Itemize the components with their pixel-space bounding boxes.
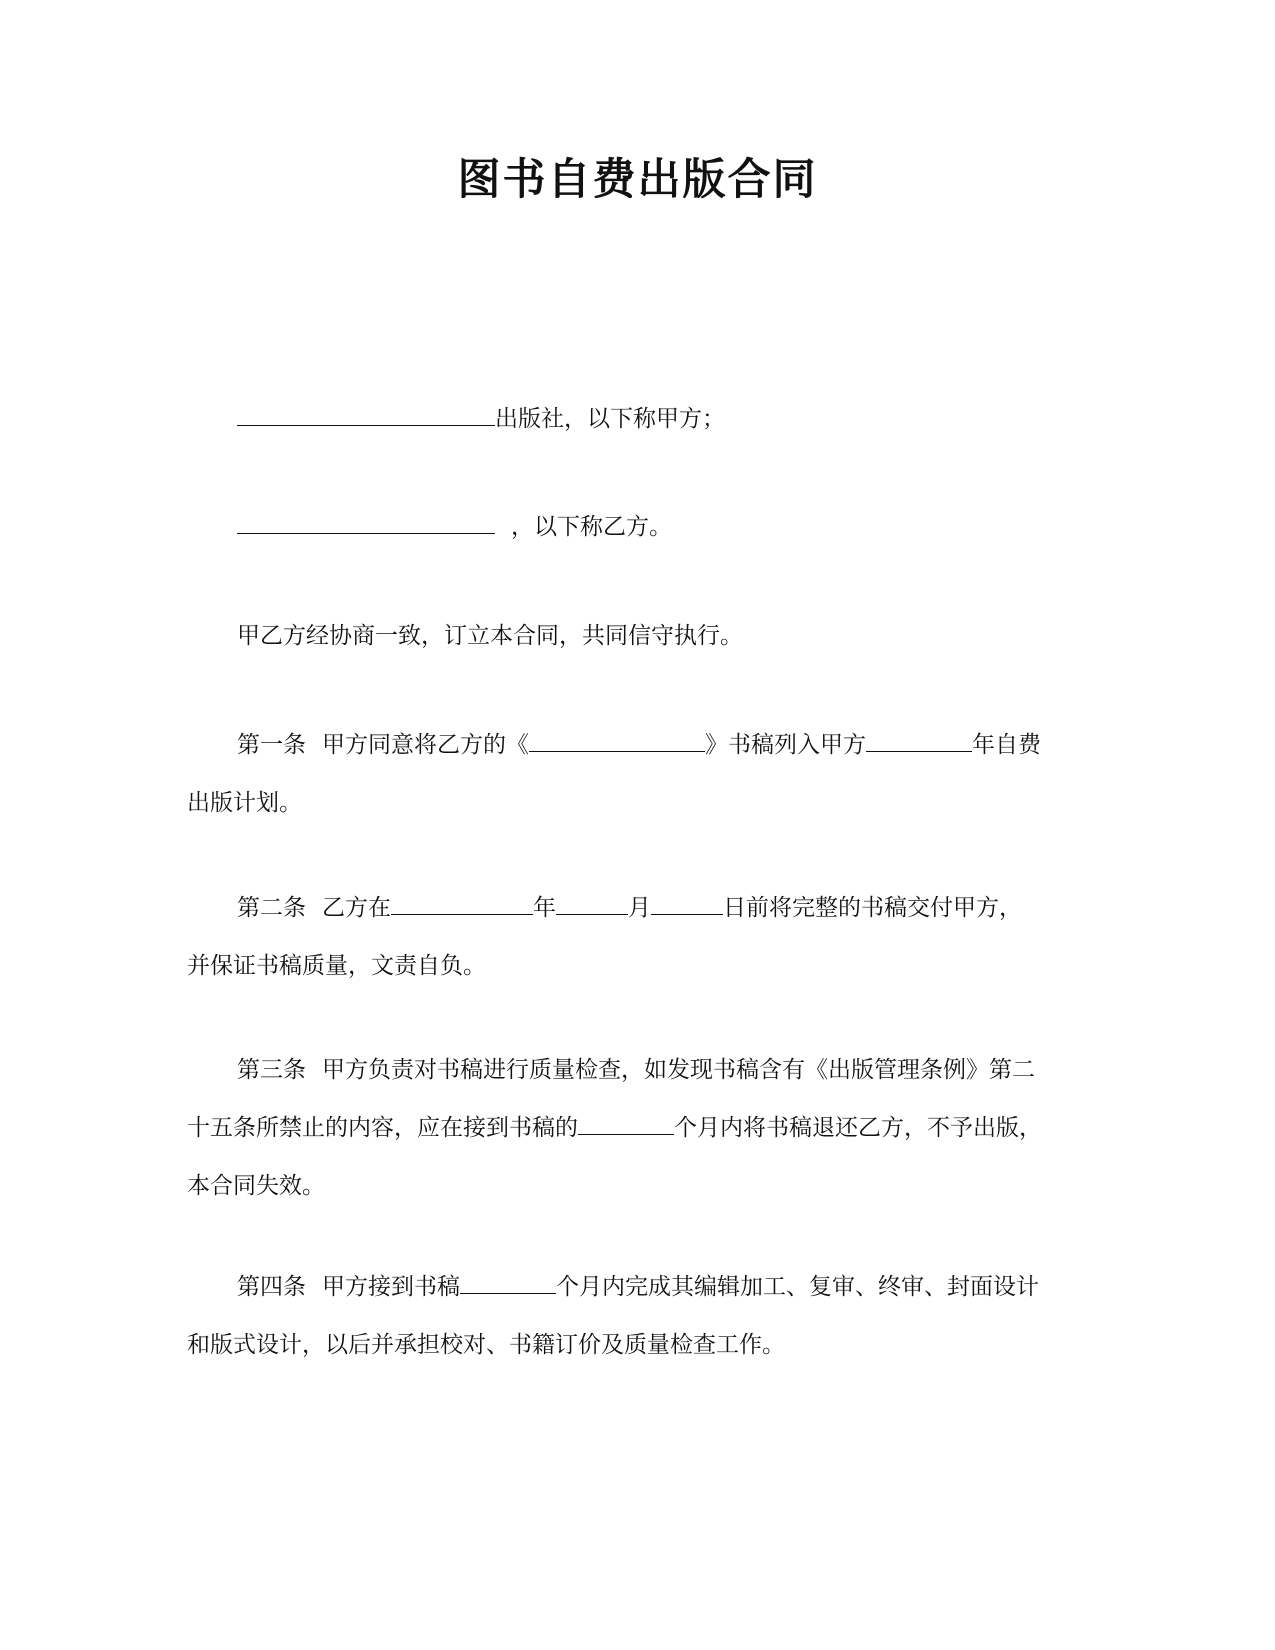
article-1 <box>187 716 1087 832</box>
article-2-month-text: 月 <box>628 895 651 921</box>
article-3-text-b: 十五条所禁止的内容，应在接到书稿的 <box>187 1115 578 1141</box>
article-1-text-b: 》书稿列入甲方 <box>705 732 866 758</box>
party-a-line <box>187 390 1137 448</box>
article-3-label: 第三条 <box>237 1057 306 1083</box>
article-1-text-a: 甲方同意将乙方的《 <box>322 732 529 758</box>
article-2-year-text: 年 <box>533 895 556 921</box>
delivery-year-blank[interactable] <box>391 892 533 915</box>
article-3-line-3: 本合同失效。 <box>187 1173 325 1199</box>
article-1-label: 第一条 <box>237 732 306 758</box>
article-3-line-1 <box>187 1041 1087 1099</box>
article-1-line-1 <box>187 716 1087 774</box>
article-2-text-b: 日前将完整的书稿交付甲方， <box>723 895 1022 921</box>
article-3-text-a: 甲方负责对书稿进行质量检查，如发现书稿含有《出版管理条例》第二 <box>322 1057 1035 1083</box>
article-4-line-1 <box>187 1258 1087 1316</box>
book-title-blank[interactable] <box>529 729 705 752</box>
article-3 <box>187 1041 1087 1215</box>
article-1-text-c: 年自费 <box>972 732 1041 758</box>
delivery-month-blank[interactable] <box>556 892 628 915</box>
document-title: 图书自费出版合同 <box>457 155 818 205</box>
party-a-text: 出版社，以下称甲方； <box>495 406 725 432</box>
return-months-blank[interactable] <box>578 1112 674 1135</box>
article-2 <box>187 879 1087 995</box>
article-2-line-1 <box>187 879 1087 937</box>
article-4 <box>187 1258 1087 1374</box>
article-3-line-2 <box>187 1099 1087 1157</box>
article-4-line-2: 和版式设计，以后并承担校对、书籍订价及质量检查工作。 <box>187 1332 785 1358</box>
publish-year-blank[interactable] <box>866 729 972 752</box>
article-4-label: 第四条 <box>237 1274 306 1300</box>
article-1-line-2: 出版计划。 <box>187 790 302 816</box>
delivery-day-blank[interactable] <box>651 892 723 915</box>
article-2-label: 第二条 <box>237 895 306 921</box>
party-a-name-blank[interactable] <box>237 403 495 426</box>
article-3-text-c: 个月内将书稿退还乙方，不予出版， <box>674 1115 1042 1141</box>
article-4-text-b: 个月内完成其编辑加工、复审、终审、封面设计 <box>556 1274 1039 1300</box>
article-4-text-a: 甲方接到书稿 <box>322 1274 460 1300</box>
preamble: 甲乙方经协商一致，订立本合同，共同信守执行。 <box>237 623 743 649</box>
party-b-text: ，以下称乙方。 <box>511 514 672 540</box>
article-2-line-2: 并保证书稿质量，文责自负。 <box>187 953 486 979</box>
editing-months-blank[interactable] <box>460 1271 556 1294</box>
article-2-text-a: 乙方在 <box>322 895 391 921</box>
party-b-line <box>187 498 1137 556</box>
party-b-name-blank[interactable] <box>237 511 495 534</box>
